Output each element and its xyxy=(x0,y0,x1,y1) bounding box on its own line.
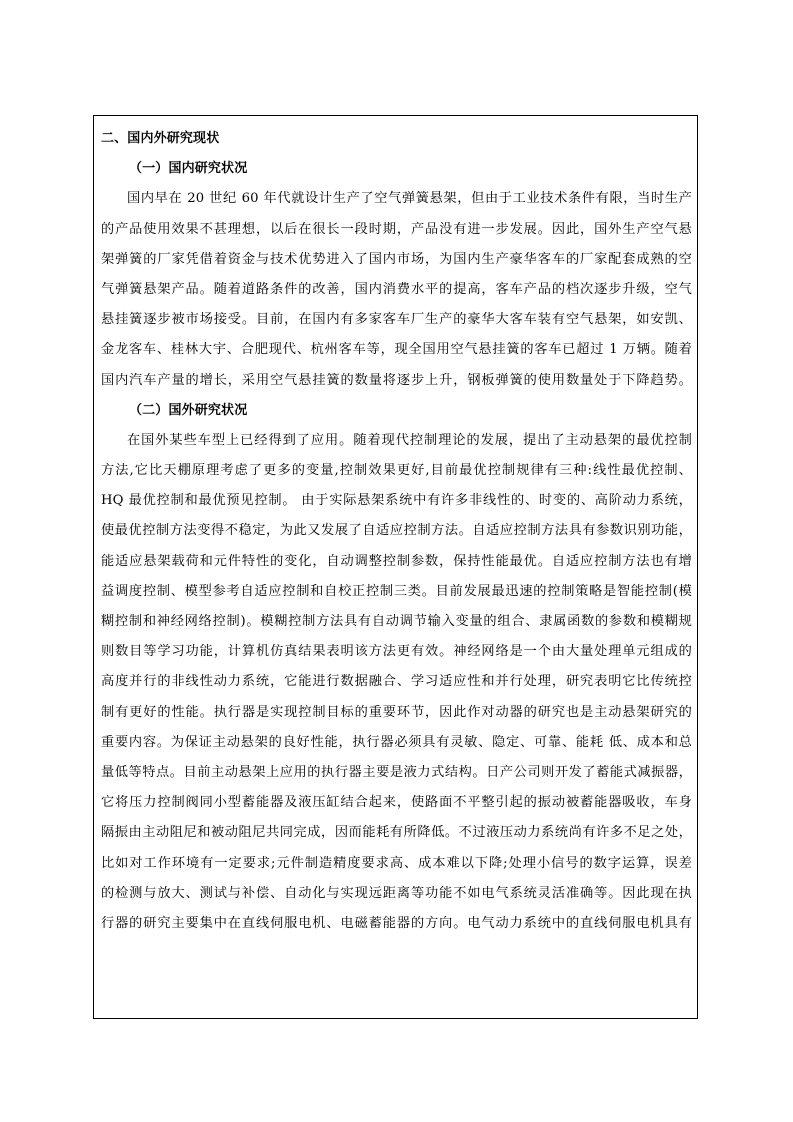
foreign-paragraph xyxy=(101,426,692,939)
paragraph-line: 它将压力控制阀同小型蓄能器及液压缸结合起来，使路面不平整引起的振动被蓄能器吸收，车身 xyxy=(101,795,692,811)
paragraph-line: 国内汽车产量的增长，采用空气悬挂簧的数量将逐步上升，钢板弹簧的使用数量处于下降趋势。 xyxy=(101,372,692,388)
paragraph-line: 的检测与放大、测试与补偿、自动化与实现远距离等功能不如电气系统灵活准确等。因此现在执 xyxy=(101,885,692,901)
paragraph-line: 的产品使用效果不甚理想，以后在很长一段时期，产品没有进一步发展。因此，国外生产空气悬 xyxy=(101,221,692,237)
domestic-heading: （一）国内研究状况 xyxy=(129,161,248,177)
paragraph-line: 益调度控制、模型参考自适应控制和自校正控制三类。目前发展最迅速的控制策略是智能控制(模 xyxy=(101,583,692,599)
paragraph-line: 金龙客车、桂林大宇、合肥现代、杭州客车等，现全国用空气悬挂簧的客车已超过 1 万辆。随着 xyxy=(101,342,692,358)
paragraph-line: 隔振由主动阻尼和被动阻尼共同完成，因而能耗有所降低。不过液压动力系统尚有许多不足之处， xyxy=(101,825,692,841)
paragraph-line: 比如对工作环境有一定要求;元件制造精度要求高、成本难以下降;处理小信号的数字运算，误差 xyxy=(101,855,692,871)
paragraph-line: 悬挂簧逐步被市场接受。目前，在国内有多家客车厂生产的豪华大客车装有空气悬架，如安凯、 xyxy=(101,312,692,328)
paragraph-line: 行器的研究主要集中在直线伺服电机、电磁蓄能器的方向。电气动力系统中的直线伺服电机具有 xyxy=(101,915,692,931)
paragraph-line: 量低等特点。目前主动悬架上应用的执行器主要是液力式结构。日产公司则开发了蓄能式减振器， xyxy=(101,764,692,780)
domestic-paragraph xyxy=(101,184,692,395)
paragraph-line: 在国外某些车型上已经得到了应用。随着现代控制理论的发展，提出了主动悬架的最优控制 xyxy=(127,432,692,448)
paragraph-line: 气弹簧悬架产品。随着道路条件的改善，国内消费水平的提高，客车产品的档次逐步升级，空气 xyxy=(101,281,692,297)
foreign-heading: （二）国外研究状况 xyxy=(129,402,248,418)
paragraph-line: 能适应悬架载荷和元件特性的变化，自动调整控制参数，保持性能最优。自适应控制方法也有增 xyxy=(101,553,692,569)
paragraph-line: 糊控制和神经网络控制)。模糊控制方法具有自动调节输入变量的组合、隶属函数的参数和模糊规 xyxy=(101,614,692,629)
paragraph-line: 制有更好的性能。执行器是实现控制目标的重要环节，因此作对动器的研究也是主动悬架研究的 xyxy=(101,704,692,720)
paragraph-line: 则数目等学习功能，计算机仿真结果表明该方法更有效。神经网络是一个由大量处理单元组成的 xyxy=(101,644,692,660)
paragraph-line: 高度并行的非线性动力系统，它能进行数据融合、学习适应性和并行处理，研究表明它比传统控 xyxy=(101,674,692,690)
section-title: 二、国内外研究现状 xyxy=(101,131,220,146)
paragraph-line: 国内早在 20 世纪 60 年代就设计生产了空气弹簧悬架，但由于工业技术条件有限，当时生产 xyxy=(127,191,692,207)
paragraph-line: 方法,它比天棚原理考虑了更多的变量,控制效果更好,目前最优控制规律有三种:线性最优控制、 xyxy=(101,463,692,479)
document-body xyxy=(101,124,692,939)
paragraph-line: 架弹簧的厂家凭借着资金与技术优势进入了国内市场，为国内生产豪华客车的厂家配套成熟的空 xyxy=(101,251,692,267)
paragraph-line: 重要内容。为保证主动悬架的良好性能，执行器必须具有灵敏、隐定、可靠、能耗 低、成本和总 xyxy=(101,734,692,750)
paragraph-line: 使最优控制方法变得不稳定，为此又发展了自适应控制方法。自适应控制方法具有参数识别功能， xyxy=(101,523,692,539)
paragraph-line: HQ 最优控制和最优预见控制。 由于实际悬架系统中有许多非线性的、时变的、高阶动力系统， xyxy=(101,493,692,509)
document-frame xyxy=(93,115,698,1019)
